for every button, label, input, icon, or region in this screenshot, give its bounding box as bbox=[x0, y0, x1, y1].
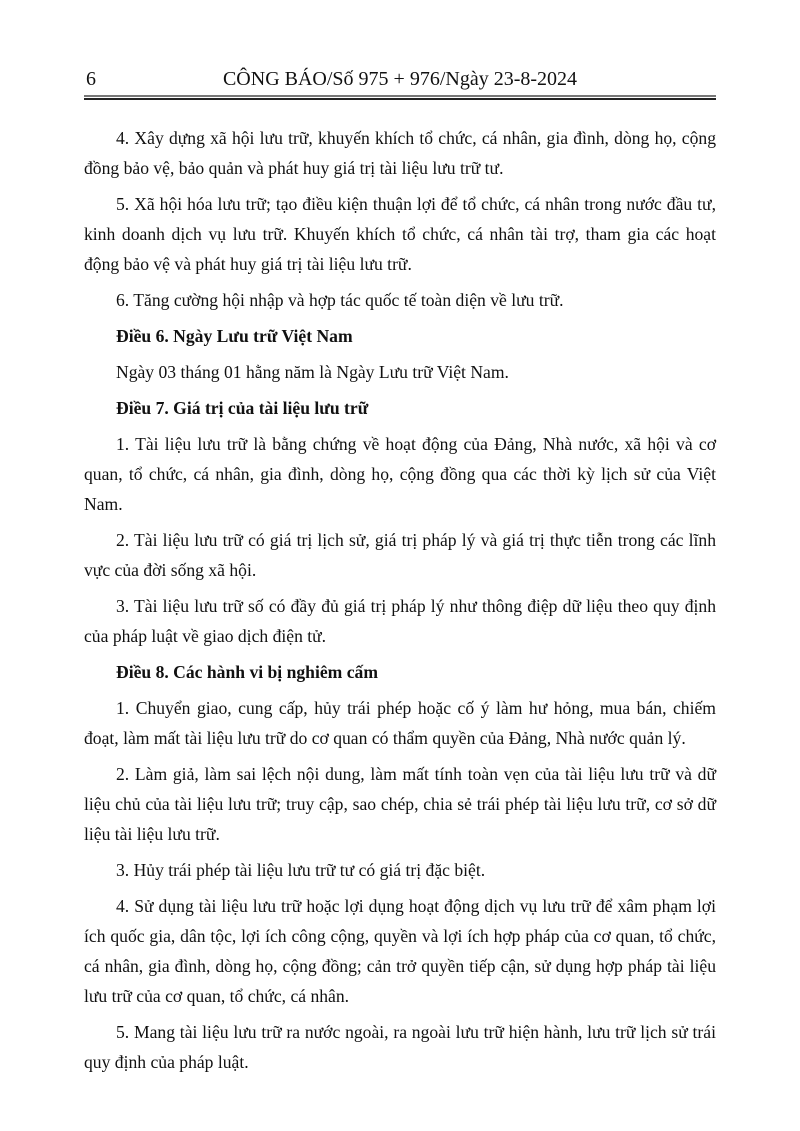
paragraph: 4. Xây dựng xã hội lưu trữ, khuyến khích tổ chức, cá nhân, gia đình, dòng họ, cộng đồng bảo vệ, bảo quản và phát huy giá trị tài liệu lưu trữ tư. bbox=[84, 128, 716, 178]
paragraph: 6. Tăng cường hội nhập và hợp tác quốc tế toàn diện về lưu trữ. bbox=[116, 290, 564, 310]
rule-line-bottom bbox=[84, 98, 716, 100]
paragraph: 5. Xã hội hóa lưu trữ; tạo điều kiện thuận lợi để tổ chức, cá nhân trong nước đầu tư, kinh doanh dịch vụ lưu trữ. Khuyến khích tổ chức, cá nhân tài trợ, tham gia các hoạt động bảo vệ và phát huy giá trị tài liệu lưu trữ. bbox=[84, 194, 716, 274]
paragraph: 4. Sử dụng tài liệu lưu trữ hoặc lợi dụng hoạt động dịch vụ lưu trữ để xâm phạm lợi ích quốc gia, dân tộc, lợi ích công cộng, quyền và lợi ích hợp pháp của cơ quan, tổ chức, cá nhân, gia đình, dòng họ, cộng đồng; cản trở quyền tiếp cận, sử dụng hợp pháp tài liệu lưu trữ của cơ quan, tổ chức, cá nhân. bbox=[84, 896, 716, 1006]
paragraph: 1. Tài liệu lưu trữ là bằng chứng về hoạt động của Đảng, Nhà nước, xã hội và cơ quan, tổ chức, cá nhân, gia đình, dòng họ, cộng đồng qua các thời kỳ lịch sử của Việt Nam. bbox=[84, 434, 716, 514]
article-heading: Điều 7. Giá trị của tài liệu lưu trữ bbox=[116, 398, 369, 418]
paragraph: 2. Tài liệu lưu trữ có giá trị lịch sử, giá trị pháp lý và giá trị thực tiễn trong các lĩnh vực của đời sống xã hội. bbox=[84, 530, 716, 580]
paragraph: 3. Hủy trái phép tài liệu lưu trữ tư có giá trị đặc biệt. bbox=[116, 860, 486, 880]
paragraph: 5. Mang tài liệu lưu trữ ra nước ngoài, ra ngoài lưu trữ hiện hành, lưu trữ lịch sử trái quy định của pháp luật. bbox=[84, 1022, 716, 1072]
paragraph: 1. Chuyển giao, cung cấp, hủy trái phép hoặc cố ý làm hư hỏng, mua bán, chiếm đoạt, làm mất tài liệu lưu trữ do cơ quan có thẩm quyền của Đảng, Nhà nước quản lý. bbox=[84, 698, 716, 748]
article-heading: Điều 6. Ngày Lưu trữ Việt Nam bbox=[116, 326, 353, 346]
paragraph: Ngày 03 tháng 01 hằng năm là Ngày Lưu trữ Việt Nam. bbox=[116, 362, 509, 382]
paragraph: 2. Làm giả, làm sai lệch nội dung, làm mất tính toàn vẹn của tài liệu lưu trữ và dữ liệu chủ của tài liệu lưu trữ; truy cập, sao chép, chia sẻ trái phép tài liệu lưu trữ, cơ sở dữ liệu tài liệu lưu trữ. bbox=[84, 764, 716, 844]
gazette-title: CÔNG BÁO/Số 975 + 976/Ngày 23-8-2024 bbox=[222, 68, 578, 90]
article-heading: Điều 8. Các hành vi bị nghiêm cấm bbox=[116, 662, 378, 682]
rule-line-top bbox=[84, 95, 716, 97]
document-body bbox=[84, 123, 716, 1083]
header-double-rule bbox=[84, 95, 716, 101]
page-number: 6 bbox=[86, 68, 96, 90]
paragraph: 3. Tài liệu lưu trữ số có đầy đủ giá trị pháp lý như thông điệp dữ liệu theo quy định của pháp luật về giao dịch điện tử. bbox=[84, 596, 716, 646]
page-header bbox=[84, 66, 716, 92]
